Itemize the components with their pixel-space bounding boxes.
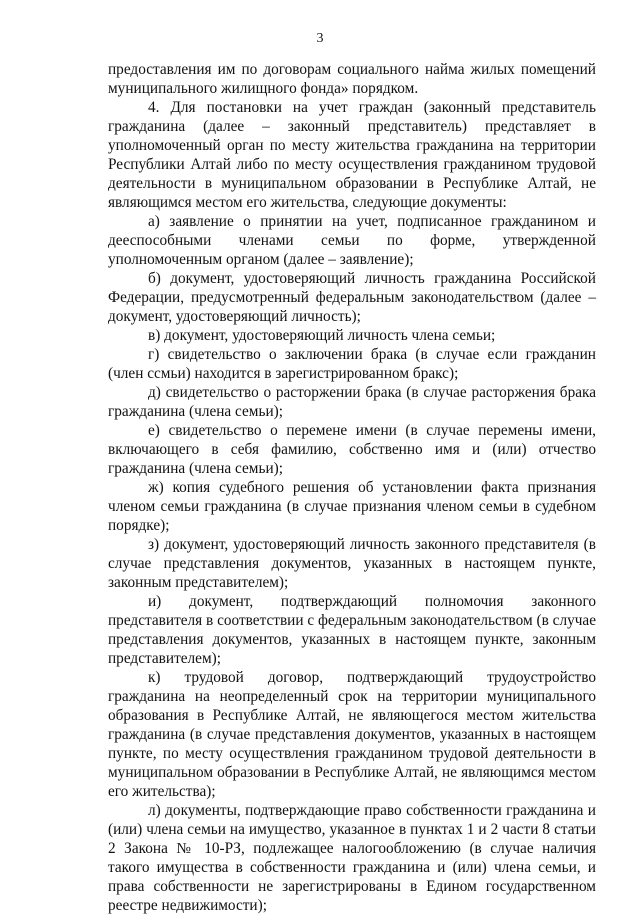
paragraph-subitem-zh: ж) копия судебного решения об установлении факта признания членом семьи гражданина (в случае признания членом семьи в судебном порядке); xyxy=(108,479,596,534)
paragraph-subitem-a: а) заявление о принятии на учет, подписанное гражданином и дееспособными членами семьи по форме, утвержденной уполномоченным органом (далее – заявление); xyxy=(108,213,596,268)
paragraph-continuation: предоставления им по договорам социального найма жилых помещений муниципального жилищного фонда» порядком. xyxy=(108,61,596,97)
paragraph-subitem-d: д) свидетельство о расторжении брака (в случае расторжения брака гражданина (члена семьи); xyxy=(108,384,596,420)
paragraph-subitem-g: г) свидетельство о заключении брака (в случае если гражданин (член ссмьи) находится в зарегистрированном бракс); xyxy=(108,346,596,382)
page-number: 3 xyxy=(316,31,324,46)
paragraph-subitem-k: к) трудовой договор, подтверждающий трудоустройство гражданина на неопределенный срок на территории муниципального образования в Республике Алтай, не являющегося местом жительства гражданина (в случае представления документов, указанных в настоящем пункте, по месту осуществления гражданином трудовой деятельности в муниципальном образовании в Республике Алтай, не являющимся местом его жительства); xyxy=(108,669,596,800)
document-body xyxy=(108,60,596,915)
paragraph-subitem-l: л) документы, подтверждающие право собственности гражданина и (или) члена семьи на имущество, указанное в пунктах 1 и 2 части 8 статьи 2 Закона № 10-РЗ, подлежащее налогообложению (в случае наличия такого имущества в собственности гражданина и (или) члена семьи, и права собственности не зарегистрированы в Едином государственном реестре недвижимости); xyxy=(108,802,596,914)
paragraph-subitem-e: е) свидетельство о перемене имени (в случае перемены имени, включающего в себя фамилию, собственно имя и (или) отчество гражданина (члена семьи); xyxy=(108,422,596,477)
paragraph-subitem-z: з) документ, удостоверяющий личность законного представителя (в случае представления документов, указанных в настоящем пункте, законным представителем); xyxy=(108,536,596,591)
paragraph-subitem-i: и) документ, подтверждающий полномочия законного представителя в соответствии с федеральным законодательством (в случае представления документов, указанных в настоящем пункте, законным представителем); xyxy=(108,593,596,667)
paragraph-subitem-v: в) документ, удостоверяющий личность члена семьи; xyxy=(148,327,496,344)
paragraph-item-4: 4. Для постановки на учет граждан (законный представитель гражданина (далее – законный представитель) представляет в уполномоченный орган по месту жительства гражданина на территории Республики Алтай либо по месту осуществления гражданином трудовой деятельности в муниципальном образовании в Республике Алтай, не являющимся местом его жительства, следующие документы: xyxy=(108,99,596,211)
paragraph-subitem-b: б) документ, удостоверяющий личность гражданина Российской Федерации, предусмотренный федеральным законодательством (далее – документ, удостоверяющий личность); xyxy=(108,270,596,325)
